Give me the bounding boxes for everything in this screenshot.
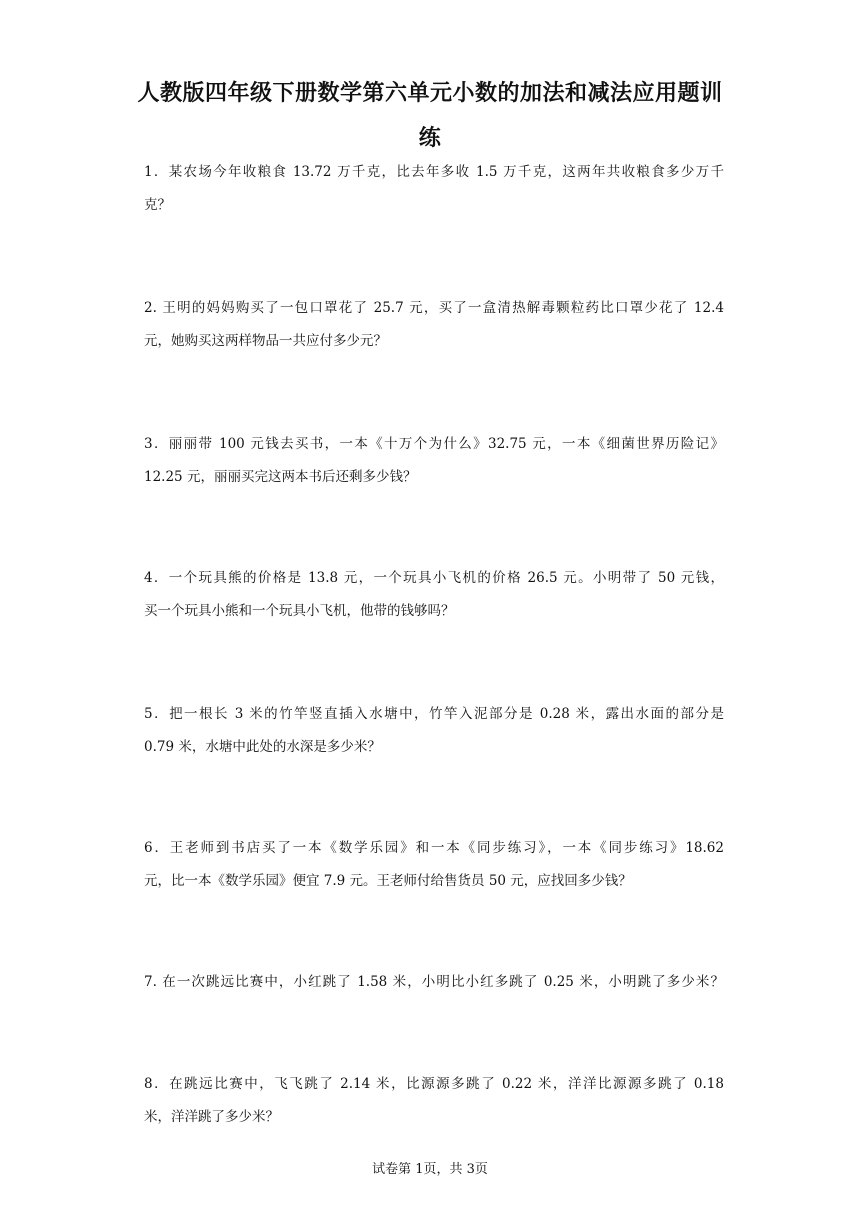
question-7 xyxy=(144,966,724,999)
document-title: 人教版四年级下册数学第六单元小数的加法和减法应用题训 xyxy=(137,81,723,106)
question-1-line-1: 1．某农场今年收粮食 13.72 万千克，比去年多收 1.5 万千克，这两年共收粮食多少万千 xyxy=(144,164,724,180)
question-1-line-2: 克？ xyxy=(144,197,171,213)
question-3-line-2: 12.25 元，丽丽买完这两本书后还剩多少钱？ xyxy=(144,469,417,485)
question-4 xyxy=(144,562,724,628)
question-4-line-1: 4．一个玩具熊的价格是 13.8 元，一个玩具小飞机的价格 26.5 元。小明带了 50 元钱， xyxy=(144,570,724,586)
question-2 xyxy=(144,292,724,358)
question-6 xyxy=(144,832,724,898)
question-8-line-1: 8．在跳远比赛中，飞飞跳了 2.14 米，比源源多跳了 0.22 米，洋洋比源源多跳了 0.18 xyxy=(144,1076,724,1092)
question-3 xyxy=(144,428,724,494)
question-4-line-2: 买一个玩具小熊和一个玩具小飞机，他带的钱够吗？ xyxy=(144,603,455,619)
question-1 xyxy=(144,156,724,222)
question-5 xyxy=(144,698,724,764)
question-2-line-2: 元，她购买这两样物品一共应付多少元？ xyxy=(144,333,387,349)
question-6-line-1: 6．王老师到书店买了一本《数学乐园》和一本《同步练习》，一本《同步练习》18.62 xyxy=(144,840,724,856)
question-8-line-2: 米，洋洋跳了多少米？ xyxy=(144,1109,279,1125)
question-6-line-2: 元，比一本《数学乐园》便宜 7.9 元。王老师付给售货员 50 元，应找回多少钱？ xyxy=(144,873,632,889)
page-footer: 试卷第 1页，共 3页 xyxy=(372,1162,488,1177)
document-title-continued: 练 xyxy=(418,126,442,151)
question-7-line-1: 7. 在一次跳远比赛中，小红跳了 1.58 米，小明比小红多跳了 0.25 米，小明跳了多少米？ xyxy=(144,974,724,990)
question-5-line-1: 5．把一根长 3 米的竹竿竖直插入水塘中，竹竿入泥部分是 0.28 米，露出水面的部分是 xyxy=(144,706,724,722)
question-2-line-1: 2. 王明的妈妈购买了一包口罩花了 25.7 元，买了一盒清热解毒颗粒药比口罩少花了 12.4 xyxy=(144,300,724,316)
question-5-line-2: 0.79 米，水塘中此处的水深是多少米？ xyxy=(144,739,381,755)
question-3-line-1: 3．丽丽带 100 元钱去买书，一本《十万个为什么》32.75 元，一本《细菌世界历险记》 xyxy=(144,436,724,452)
question-8 xyxy=(144,1068,724,1134)
